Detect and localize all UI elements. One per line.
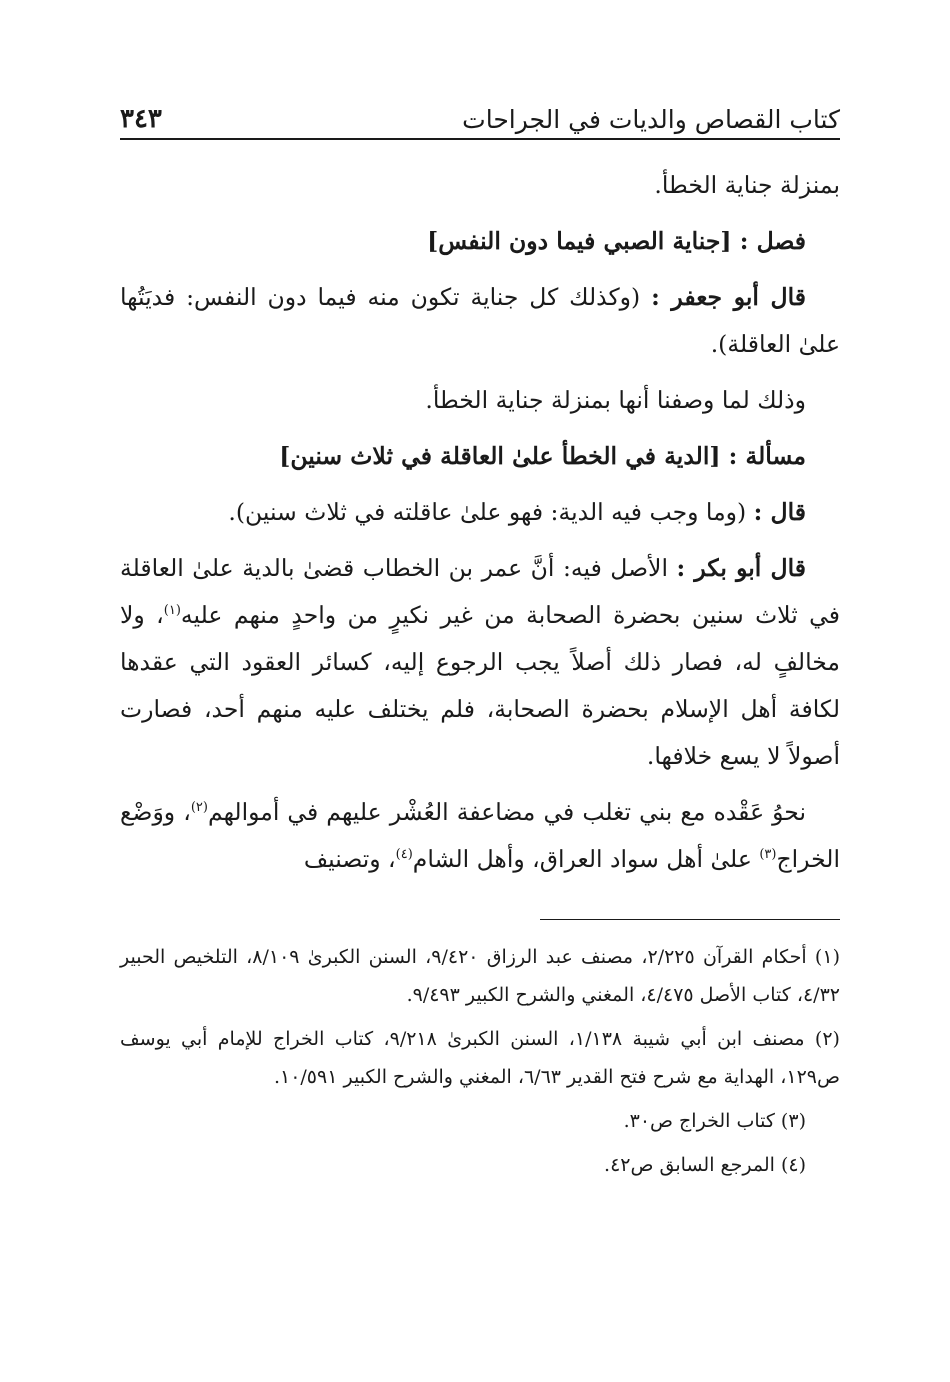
footnote-3: (٣) كتاب الخراج ص٣٠. [623,1110,806,1132]
quote-text: (وما وجب فيه الدية: فهو علىٰ عاقلته في ثلاث سنين). [228,498,747,526]
footnote-ref-2[interactable]: (٢) [190,800,208,815]
speaker-label: قال : [753,498,806,526]
paragraph-1 [120,162,840,209]
paragraph-8-text-a: نحوُ عَقْده مع بني تغلب في مضاعفة العُشْر عليهم في أموالهم [207,798,807,826]
issue-title: [الدية في الخطأ علىٰ العاقلة في ثلاث سنين] [279,442,721,470]
section-heading [120,218,840,265]
page-header [120,90,840,140]
paragraph-7-text-b: ، ولا مخالفٍ له، فصار ذلك أصلاً يجب الرجوع إليه، كسائر العقود التي عقدها لكافة أهل الإسلام بحضرة الصحابة، فلم يختلف عليه منهم أحد، فصارت أصولاً لا يسع خلافها. [120,601,840,770]
paragraph-3 [120,274,840,368]
footnote-ref-1[interactable]: (١) [163,603,181,618]
paragraph-8-text-d: ، وتصنيف [303,845,396,873]
paragraph-8-text-b: ، ووَضْع الخراج [120,798,840,873]
running-title: كتاب القصاص والديات في الجراحات [462,105,840,134]
issue-heading [120,433,840,480]
paragraph-7-text-a: الأصل فيه: أنَّ عمر بن الخطاب قضىٰ بالدية علىٰ العاقلة في ثلاث سنين بحضرة الصحابة من غير نكيرٍ من واحدٍ منهم عليه [120,554,840,629]
footnote-ref-3[interactable]: (٣) [759,847,777,862]
section-label: فصل : [739,227,806,255]
page-number: ٣٤٣ [120,104,162,134]
issue-label: مسألة : [728,442,806,470]
paragraph-4 [120,377,840,424]
paragraph-6 [120,489,840,536]
paragraph-4-text: وذلك لما وصفنا أنها بمنزلة جناية الخطأ. [425,386,806,414]
paragraph-8-text-c: علىٰ أهل سواد العراق، وأهل الشام [412,845,760,873]
footnote-1: (١) أحكام القرآن ٢/٢٢٥، مصنف عبد الرزاق ٩/٤٢٠، السنن الكبرىٰ ٨/١٠٩، التلخيص الحبير ٤/٣٢، كتاب الأصل ٤/٤٧٥، المغني والشرح الكبير ٩/٤٩٣. [120,946,840,1006]
main-text [120,162,840,883]
speaker-label: قال أبو جعفر : [651,283,806,311]
speaker-label: قال أبو بكر : [676,554,806,582]
footnote-divider [540,919,840,920]
quote-text: (وكذلك كل جناية تكون منه فيما دون النفس: فديَتُها علىٰ العاقلة). [120,283,840,358]
footnote-2: (٢) مصنف ابن أبي شيبة ١/١٣٨، السنن الكبرىٰ ٩/٢١٨، كتاب الخراج للإمام أبي يوسف ص١٢٩، الهداية مع شرح فتح القدير ٦/٦٣، المغني والشرح الكبير ١٠/٥٩١. [120,1028,840,1088]
footnote-ref-4[interactable]: (٤) [395,847,413,862]
book-page [120,90,840,1190]
paragraph-1-text: بمنزلة جناية الخطأ. [654,171,840,199]
section-title: [جناية الصبي فيما دون النفس] [427,227,732,255]
paragraph-7 [120,545,840,780]
footnote-4: (٤) المرجع السابق ص٤٢. [604,1154,806,1176]
footnotes [120,938,840,1184]
paragraph-8 [120,789,840,883]
